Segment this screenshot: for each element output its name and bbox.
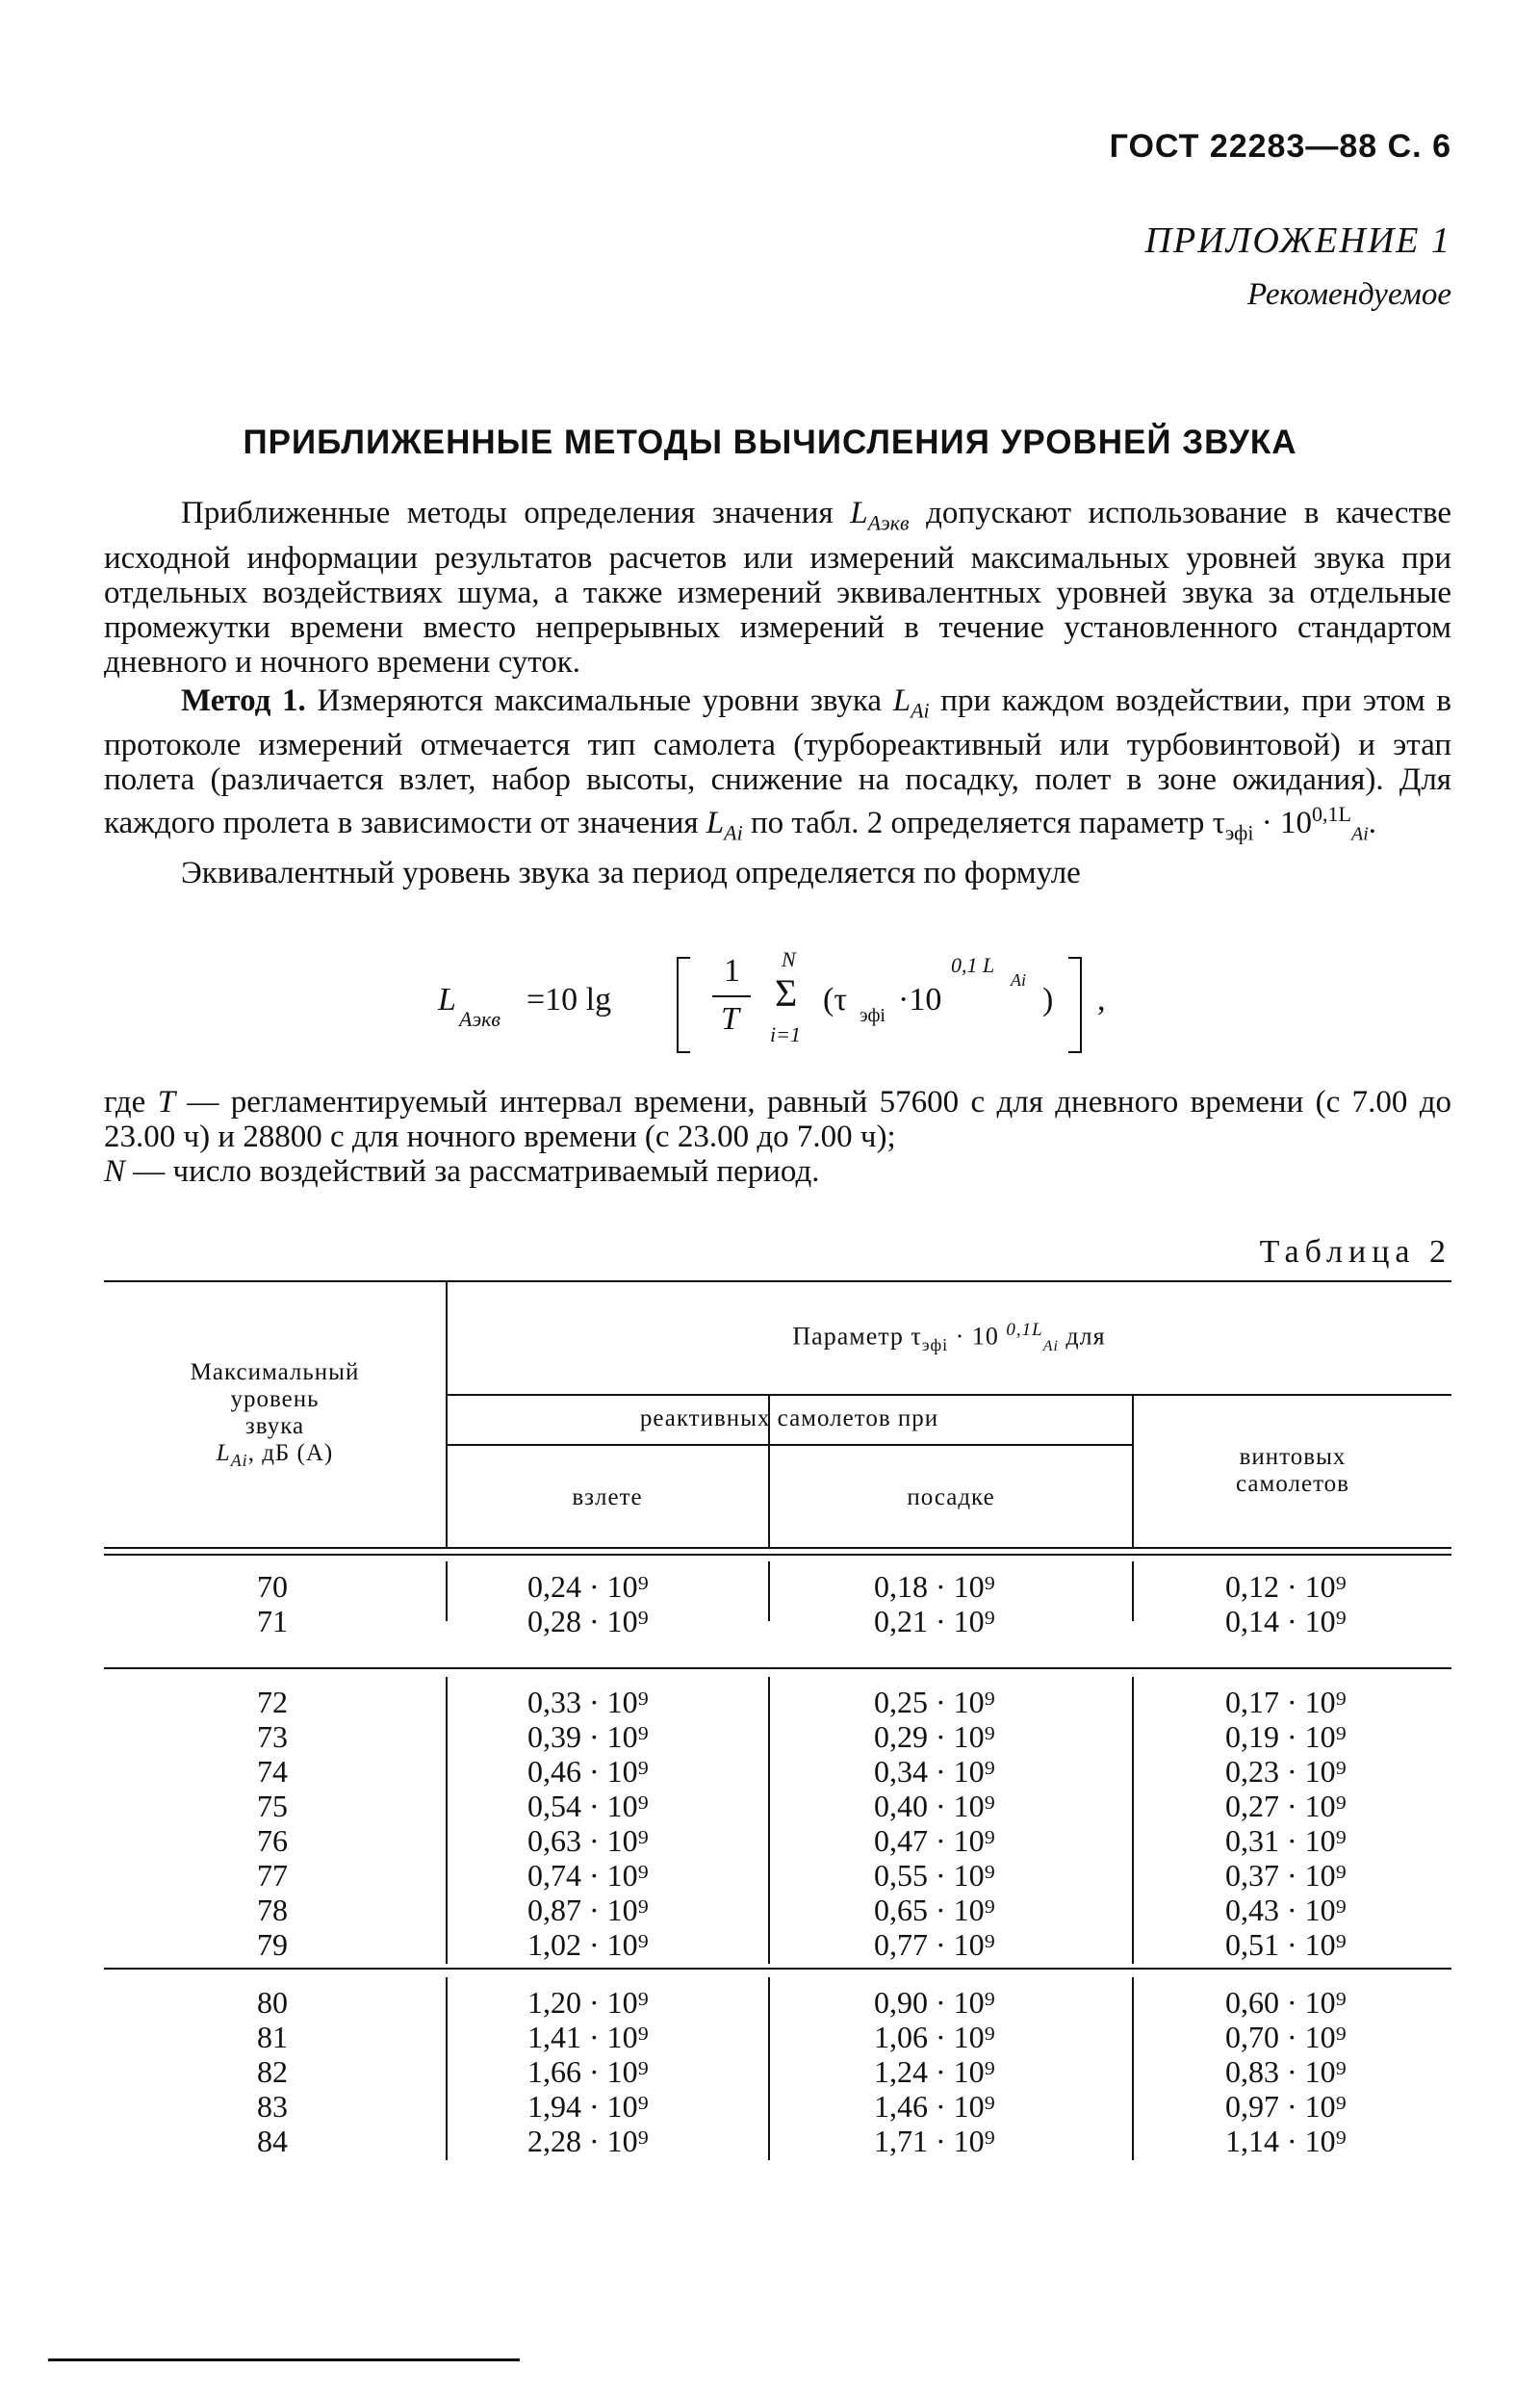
cell-level: 84 bbox=[257, 2124, 288, 2158]
cell-prop: 0,12 · 10⁹ bbox=[1225, 1569, 1347, 1604]
cell-prop: 0,97 · 10⁹ bbox=[1225, 2089, 1347, 2124]
sum-lower-limit: i=1 bbox=[770, 1022, 801, 1046]
cell-landing: 0,47 · 10⁹ bbox=[874, 1823, 995, 1858]
header-parameter bbox=[447, 1317, 1451, 1360]
column-divider bbox=[446, 1977, 448, 2160]
method1-symbol-1: L bbox=[892, 683, 911, 718]
cell-level: 76 bbox=[257, 1823, 288, 1858]
header-rule-1 bbox=[447, 1394, 1451, 1396]
cell-prop: 0,51 · 10⁹ bbox=[1225, 1927, 1347, 1962]
where-t-text: — регламентируемый интервал времени, равный 57600 с для дневного времени (с 7.00 до 23.00 ч) и 28800 с для ночного времени (с 23.00 до 7.00 ч); bbox=[104, 1085, 1451, 1154]
header-bottom-rule-a bbox=[104, 1547, 1451, 1549]
intro-text-1: Приближенные методы определения значения bbox=[181, 496, 851, 530]
body-text bbox=[104, 496, 1451, 890]
intro-subscript: Aэкв bbox=[867, 510, 910, 535]
header-param-sub: эфi bbox=[921, 1334, 949, 1354]
right-bracket bbox=[1068, 957, 1082, 1053]
cell-prop: 0,14 · 10⁹ bbox=[1225, 1604, 1347, 1638]
where-n-text: — число воздействий за рассматриваемый период. bbox=[125, 1154, 820, 1189]
cell-takeoff: 2,28 · 10⁹ bbox=[527, 2124, 649, 2158]
cell-landing: 0,55 · 10⁹ bbox=[874, 1858, 995, 1893]
cell-takeoff: 1,41 · 10⁹ bbox=[527, 2020, 649, 2054]
formula-exponent: 0,1 L bbox=[951, 953, 995, 977]
group-separator-rule bbox=[104, 1968, 1451, 1970]
cell-takeoff: 0,28 · 10⁹ bbox=[527, 1604, 649, 1638]
cell-takeoff: 1,02 · 10⁹ bbox=[527, 1927, 649, 1962]
header-level-line-4 bbox=[104, 1440, 446, 1474]
header-level-line-1: Максимальный bbox=[190, 1359, 360, 1385]
cell-landing: 0,40 · 10⁹ bbox=[874, 1789, 995, 1823]
header-prop bbox=[1134, 1444, 1451, 1498]
header-level-line-3: звука bbox=[244, 1413, 305, 1439]
header-level-line-2: уровень bbox=[230, 1386, 320, 1412]
method1-text-4: · 10 bbox=[1253, 806, 1313, 841]
column-divider bbox=[768, 1677, 770, 1964]
where-block bbox=[104, 1085, 1451, 1189]
header-param-mid: · 10 bbox=[948, 1322, 1007, 1351]
fraction-line bbox=[712, 995, 751, 997]
cell-level: 80 bbox=[257, 1985, 288, 2020]
where-symbol-n: N bbox=[104, 1154, 126, 1189]
method1-sub-1: Ai bbox=[911, 698, 930, 723]
cell-prop: 0,27 · 10⁹ bbox=[1225, 1789, 1347, 1823]
table-caption: Таблица 2 bbox=[1259, 1234, 1451, 1270]
intro-paragraph bbox=[104, 496, 1451, 680]
cell-landing: 1,24 · 10⁹ bbox=[874, 2054, 995, 2089]
cell-landing: 0,29 · 10⁹ bbox=[874, 1719, 995, 1754]
equivalent-level-formula bbox=[438, 947, 1131, 1069]
header-param-text: Параметр τ bbox=[792, 1322, 922, 1351]
method1-label: Метод 1. bbox=[181, 683, 306, 718]
cell-level: 72 bbox=[257, 1685, 288, 1719]
method1-text-3: по табл. 2 определяется параметр τ bbox=[742, 806, 1225, 841]
cell-takeoff: 0,63 · 10⁹ bbox=[527, 1823, 649, 1858]
method1-symbol-2: L bbox=[706, 806, 725, 841]
header-rule-2 bbox=[447, 1444, 1132, 1446]
cell-takeoff: 1,20 · 10⁹ bbox=[527, 1985, 649, 2020]
intro-symbol: L bbox=[850, 496, 868, 530]
column-divider bbox=[768, 1977, 770, 2160]
formula-denominator: T bbox=[721, 1001, 739, 1037]
cell-level: 75 bbox=[257, 1789, 288, 1823]
section-title: ПРИБЛИЖЕННЫЕ МЕТОДЫ ВЫЧИСЛЕНИЯ УРОВНЕЙ ЗВУКА bbox=[243, 424, 1297, 461]
formula-lhs: L bbox=[438, 982, 456, 1018]
cell-prop: 0,31 · 10⁹ bbox=[1225, 1823, 1347, 1858]
header-param-sup: 0,1L bbox=[1006, 1320, 1043, 1340]
cell-landing: 1,71 · 10⁹ bbox=[874, 2124, 995, 2158]
cell-level: 70 bbox=[257, 1569, 288, 1604]
where-symbol-t: T bbox=[157, 1085, 176, 1120]
method1-text-1: Измеряются максимальные уровни звука bbox=[305, 683, 893, 718]
cell-prop: 0,60 · 10⁹ bbox=[1225, 1985, 1347, 2020]
cell-landing: 0,18 · 10⁹ bbox=[874, 1569, 995, 1604]
formula-numerator: 1 bbox=[724, 953, 740, 989]
cell-takeoff: 0,24 · 10⁹ bbox=[527, 1569, 649, 1604]
cell-prop: 0,83 · 10⁹ bbox=[1225, 2054, 1347, 2089]
appendix-status: Рекомендуемое bbox=[1246, 277, 1451, 312]
cell-landing: 1,46 · 10⁹ bbox=[874, 2089, 995, 2124]
method1-paragraph bbox=[104, 683, 1451, 852]
cell-prop: 0,70 · 10⁹ bbox=[1225, 2020, 1347, 2054]
table-2 bbox=[104, 1280, 1451, 2233]
header-level-unit: , дБ (A) bbox=[247, 1440, 334, 1466]
header-landing: посадке bbox=[907, 1484, 995, 1510]
where-prefix: где bbox=[104, 1085, 158, 1120]
header-param-end: для bbox=[1058, 1322, 1106, 1351]
column-divider bbox=[1132, 1561, 1134, 1621]
cell-landing: 0,25 · 10⁹ bbox=[874, 1685, 995, 1719]
header-level bbox=[104, 1359, 446, 1474]
method1-sub-4: Ai bbox=[1351, 823, 1369, 845]
cell-takeoff: 0,74 · 10⁹ bbox=[527, 1858, 649, 1893]
cell-landing: 1,06 · 10⁹ bbox=[874, 2020, 995, 2054]
cell-landing: 0,65 · 10⁹ bbox=[874, 1893, 995, 1927]
cell-takeoff: 1,66 · 10⁹ bbox=[527, 2054, 649, 2089]
cell-takeoff: 0,87 · 10⁹ bbox=[527, 1893, 649, 1927]
method1-text-2: при каждом воздействии, при этом в протоколе измерений отмечается тип самолета (турбореактивный или турбовинтовой) и этап полета (различается взлет, набор высоты, снижение на посадку, полет в зоне ожидания). Для каждого пролета в зависимости от значения bbox=[104, 683, 1451, 841]
formula-lhs-sub: Aэкв bbox=[459, 1007, 500, 1031]
header-jet: реактивных самолетов при bbox=[639, 1405, 939, 1431]
cell-level: 82 bbox=[257, 2054, 288, 2089]
cell-takeoff: 0,54 · 10⁹ bbox=[527, 1789, 649, 1823]
cell-landing: 0,90 · 10⁹ bbox=[874, 1985, 995, 2020]
footer-rule bbox=[48, 2358, 520, 2361]
cell-level: 78 bbox=[257, 1893, 288, 1927]
formula-body-sub: эфi bbox=[860, 1005, 886, 1026]
header-takeoff: взлете bbox=[572, 1484, 643, 1510]
column-divider bbox=[1132, 1677, 1134, 1964]
where-n bbox=[104, 1154, 1451, 1189]
header-level-symbol: L bbox=[216, 1440, 231, 1466]
cell-level: 74 bbox=[257, 1754, 288, 1789]
cell-level: 71 bbox=[257, 1604, 288, 1638]
method1-sub-3: эфi bbox=[1224, 820, 1254, 845]
formula-trailing-comma: , bbox=[1097, 982, 1106, 1018]
cell-prop: 0,17 · 10⁹ bbox=[1225, 1685, 1347, 1719]
left-bracket bbox=[677, 957, 690, 1053]
formula-body: (τ bbox=[823, 982, 847, 1018]
cell-level: 79 bbox=[257, 1927, 288, 1962]
cell-level: 73 bbox=[257, 1719, 288, 1754]
appendix-title: ПРИЛОЖЕНИЕ 1 bbox=[1144, 220, 1451, 261]
cell-takeoff: 1,94 · 10⁹ bbox=[527, 2089, 649, 2124]
column-divider bbox=[446, 1561, 448, 1621]
column-divider bbox=[446, 1677, 448, 1964]
cell-landing: 0,77 · 10⁹ bbox=[874, 1927, 995, 1962]
sum-upper-limit: N bbox=[782, 947, 796, 971]
table-top-rule bbox=[104, 1280, 1451, 1282]
header-param-sub2: Ai bbox=[1042, 1337, 1059, 1354]
cell-takeoff: 0,46 · 10⁹ bbox=[527, 1754, 649, 1789]
cell-level: 81 bbox=[257, 2020, 288, 2054]
formula-intro: Эквивалентный уровень звука за период определяется по формуле bbox=[181, 855, 1081, 890]
cell-level: 77 bbox=[257, 1858, 288, 1893]
formula-eq: =10 lg bbox=[526, 982, 612, 1018]
cell-level: 83 bbox=[257, 2089, 288, 2124]
cell-prop: 1,14 · 10⁹ bbox=[1225, 2124, 1347, 2158]
cell-landing: 0,21 · 10⁹ bbox=[874, 1604, 995, 1638]
cell-takeoff: 0,39 · 10⁹ bbox=[527, 1719, 649, 1754]
formula-power-base: ·10 bbox=[898, 982, 942, 1018]
header-prop-line-1: винтовых bbox=[1239, 1444, 1347, 1470]
cell-prop: 0,43 · 10⁹ bbox=[1225, 1893, 1347, 1927]
header-bottom-rule-b bbox=[104, 1554, 1451, 1556]
cell-prop: 0,23 · 10⁹ bbox=[1225, 1754, 1347, 1789]
header-level-sub: Ai bbox=[230, 1451, 248, 1470]
method1-sub-2: Ai bbox=[724, 820, 743, 845]
cell-prop: 0,19 · 10⁹ bbox=[1225, 1719, 1347, 1754]
method1-sup-4: 0,1L bbox=[1312, 802, 1351, 827]
cell-prop: 0,37 · 10⁹ bbox=[1225, 1858, 1347, 1893]
cell-landing: 0,34 · 10⁹ bbox=[874, 1754, 995, 1789]
column-divider bbox=[1132, 1977, 1134, 2160]
formula-close-paren: ) bbox=[1042, 982, 1054, 1018]
sum-symbol: Σ bbox=[775, 971, 798, 1015]
where-t bbox=[104, 1085, 1451, 1154]
cell-takeoff: 0,33 · 10⁹ bbox=[527, 1685, 649, 1719]
header-prop-line-2: самолетов bbox=[1236, 1471, 1349, 1497]
group-separator-rule bbox=[104, 1667, 1451, 1669]
method1-text-5: . bbox=[1368, 806, 1377, 841]
intro-text-2: допускают использование в качестве исходной информации результатов расчетов или измерений максимальных уровней звука при отдельных воздействиях шума, а также измерений эквивалентных уровней звука за отдельные промежутки времени вместо непрерывных измерений в течение установленного стандартом дневного и ночного времени суток. bbox=[104, 496, 1451, 680]
formula-exponent-sub: Ai bbox=[1011, 970, 1026, 990]
column-divider bbox=[768, 1561, 770, 1621]
document-reference: ГОСТ 22283—88 С. 6 bbox=[1109, 128, 1451, 165]
